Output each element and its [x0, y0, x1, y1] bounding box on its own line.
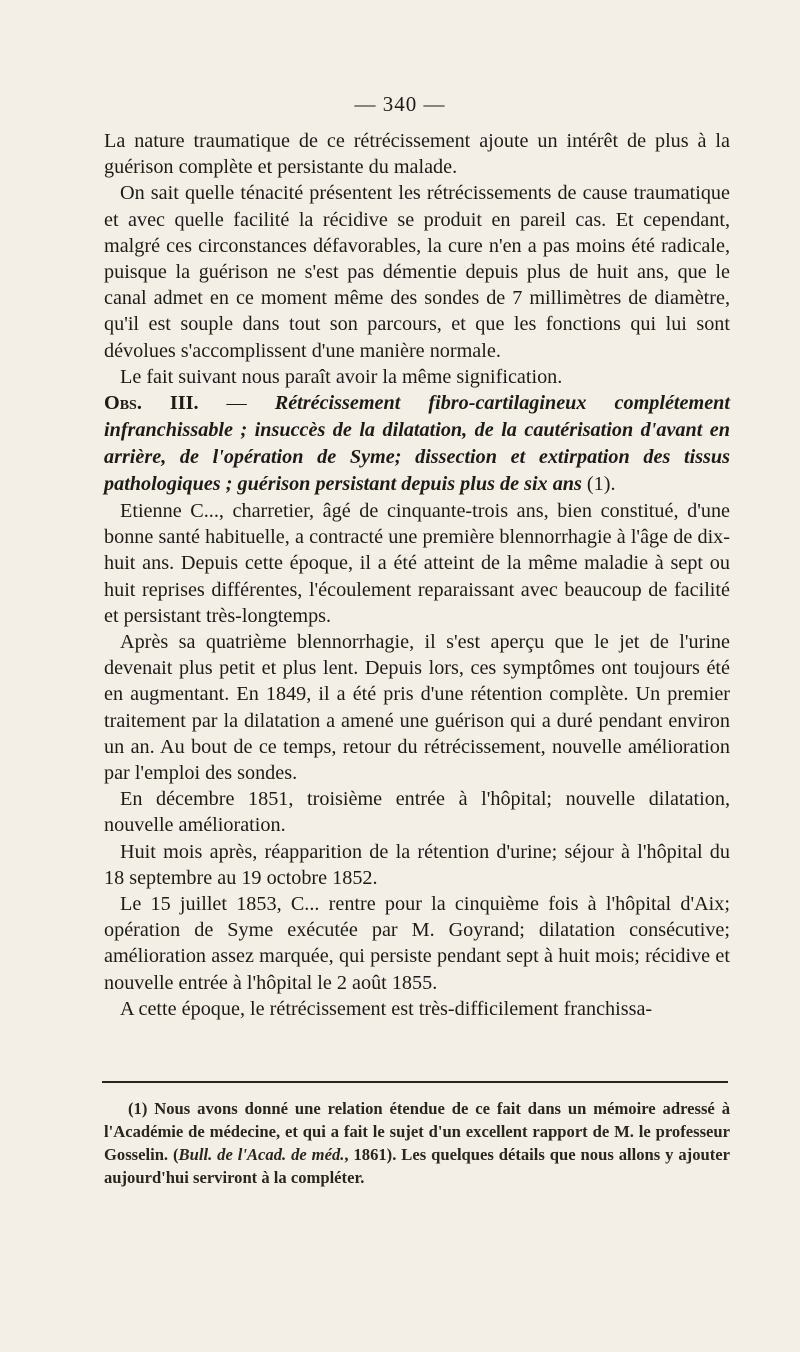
footnote-citation: Bull. de l'Acad. de méd.	[178, 1145, 345, 1164]
footnote-text	[104, 1097, 730, 1189]
footnote-divider	[102, 1081, 728, 1083]
paragraph: En décembre 1851, troisième entrée à l'hôpital; nouvelle dilatation, nouvelle amélioration.	[104, 788, 730, 837]
paragraph: Après sa quatrième blennorrhagie, il s'est aperçu que le jet de l'urine devenait plus petit et plus lent. Depuis lors, ces symptômes ont toujours été en augmentant. En 1849, il a été pris d'une rétention complète. Un premier traitement par la dilatation a amené une guérison qui a duré pendant environ un an. Au bout de ce temps, retour du rétrécissement, nouvelle amélioration par l'emploi des sondes.	[104, 631, 730, 785]
main-text	[104, 128, 730, 1022]
paragraph: La nature traumatique de ce rétrécissement ajoute un intérêt de plus à la guérison complète et persistante du malade.	[104, 130, 730, 179]
paragraph: A cette époque, le rétrécissement est très-difficilement franchissa-	[120, 997, 653, 1020]
observation-label: Obs. III.	[104, 392, 199, 415]
footnote-reference: (1).	[581, 473, 616, 496]
paragraph: On sait quelle ténacité présentent les rétrécissements de cause traumatique et avec quelle facilité la récidive se produit en pareil cas. Et cependant, malgré ces circonstances défavorables, la cure n'en a pas moins été radicale, puisque la guérison ne s'est pas démentie depuis plus de huit ans, que le canal admet en ce moment même des sondes de 7 millimètres de diamètre, qu'il est souple dans tout son parcours, et que les fonctions qui lui sont dévolues s'accomplissent d'une manière normale.	[104, 182, 730, 362]
paragraph: Le fait suivant nous paraît avoir la même signification.	[120, 365, 563, 388]
footnote	[104, 1097, 730, 1189]
page-number: — 340 —	[354, 92, 446, 116]
observation-title: Rétrécissement fibro-cartilagineux complétement infranchissable ; insuccès de la dilatation, de la cautérisation d'avant en arrière, de l'opération de Syme; dissection et extirpation des tissus pathologiques ; guérison persistant depuis plus de six ans	[104, 392, 731, 496]
paragraph: Huit mois après, réapparition de la rétention d'urine; séjour à l'hôpital du 18 septembre au 19 octobre 1852.	[104, 840, 730, 889]
paragraph: Le 15 juillet 1853, C... rentre pour la cinquième fois à l'hôpital d'Aix; opération de Syme exécutée par M. Goyrand; dilatation consécutive; amélioration assez marquée, qui persiste pendant sept à huit mois; récidive et nouvelle entrée à l'hôpital le 2 août 1855.	[104, 893, 730, 994]
footnote-text-start: (1) Nous avons donné une relation étendue de ce fait dans un mémoire adressé à l'Académie de médecine, et qui a fait le sujet d'un excellent rapport de M. le professeur Gosselin. (	[104, 1099, 730, 1164]
paragraph: Etienne C..., charretier, âgé de cinquante-trois ans, bien constitué, d'une bonne santé habituelle, a contracté une première blennorrhagie à l'âge de dix-huit ans. Depuis cette époque, il a été atteint de la même maladie à sept ou huit reprises différentes, l'écoulement reparaissant avec beaucoup de facilité et persistant très-longtemps.	[104, 500, 730, 627]
footnote-text-end: , 1861). Les quelques détails que nous allons y ajouter aujourd'hui serviront à la compléter.	[104, 1145, 730, 1187]
observation-dash: —	[198, 392, 275, 415]
observation-heading	[104, 390, 730, 498]
